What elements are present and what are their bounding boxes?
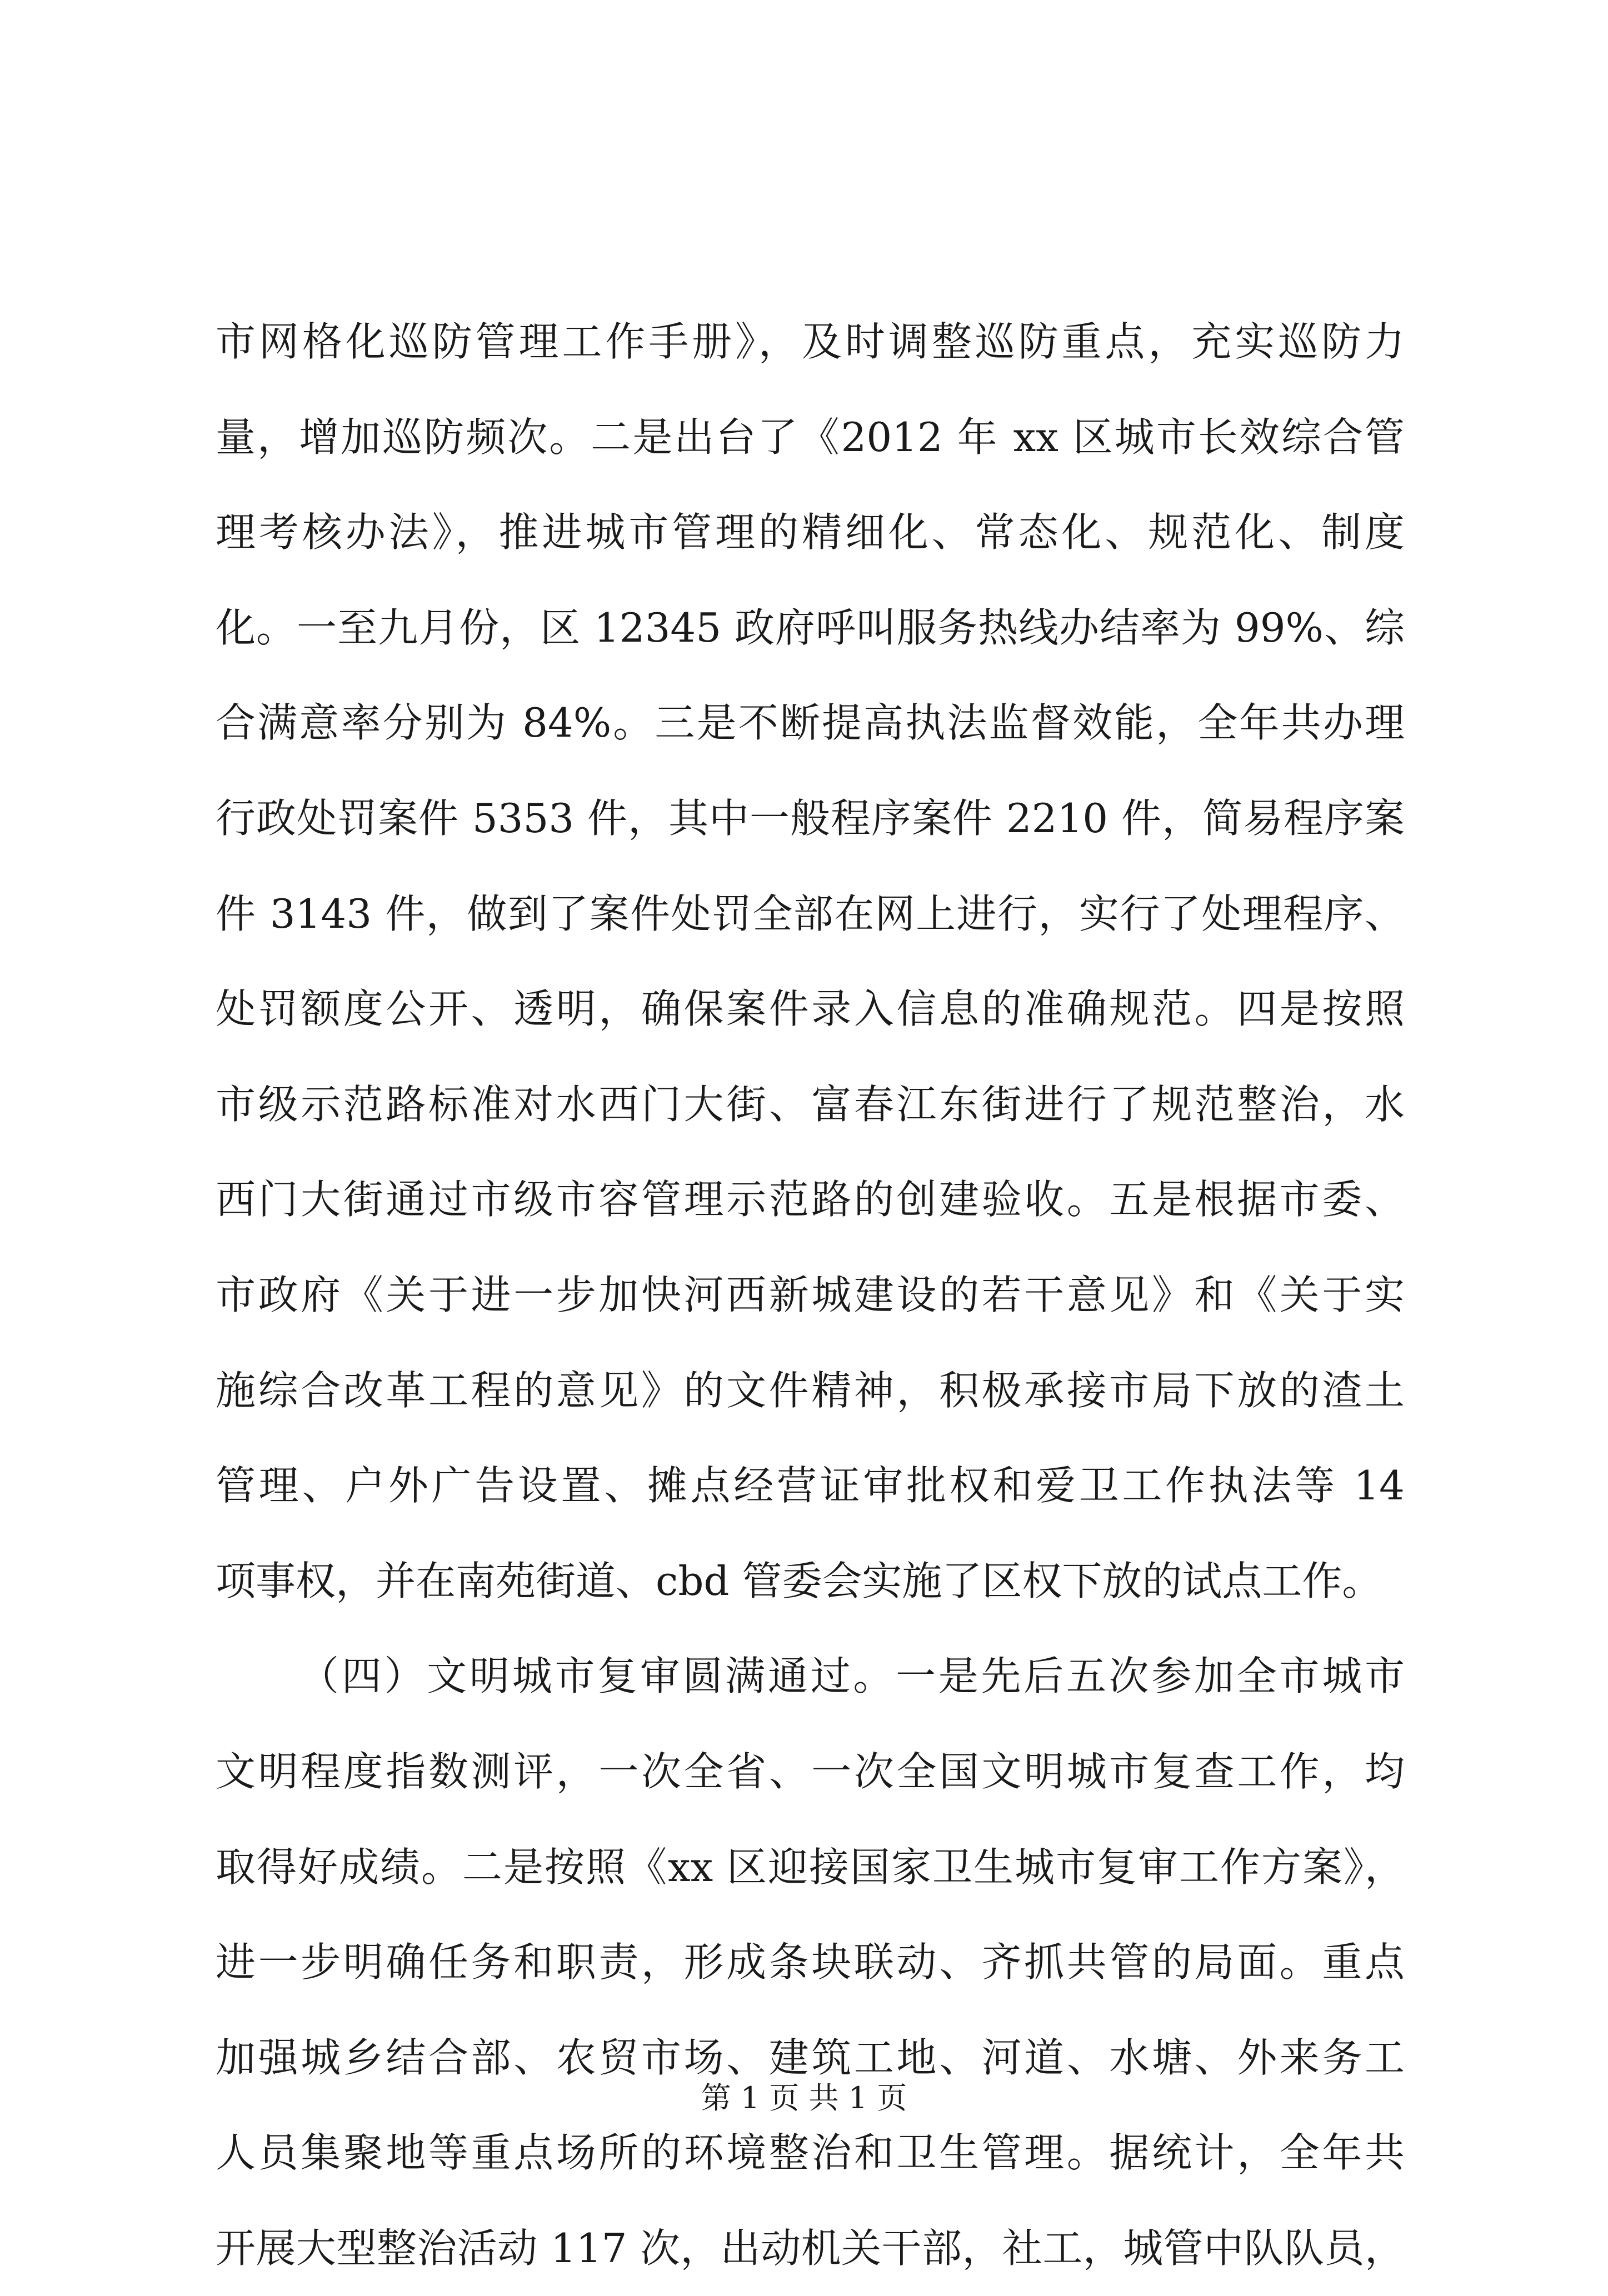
text-line: 文明程度指数测评，一次全省、一次全国文明城市复查工作，均	[216, 1748, 1405, 1795]
text-line: 化。一至九月份，区 12345 政府呼叫服务热线办结率为 99%、综	[216, 604, 1405, 651]
text-line: 行政处罚案件 5353 件，其中一般程序案件 2210 件，简易程序案	[216, 794, 1405, 842]
text-line: 市网格化巡防管理工作手册》，及时调整巡防重点，充实巡防力	[216, 318, 1405, 365]
text-line: 加强城乡结合部、农贸市场、建筑工地、河道、水塘、外来务工	[216, 2034, 1405, 2081]
text-line: 人员集聚地等重点场所的环境整治和卫生管理。据统计，全年共	[216, 2129, 1405, 2177]
text-line: 量，增加巡防频次。二是出台了《2012 年 xx 区城市长效综合管	[216, 413, 1405, 461]
text-line: 项事权，并在南苑街道、cbd 管委会实施了区权下放的试点工作。	[216, 1557, 1382, 1604]
text-line: 取得好成绩。二是按照《xx 区迎接国家卫生城市复审工作方案》，	[216, 1843, 1405, 1890]
text-line: 施综合改革工程的意见》的文件精神，积极承接市局下放的渣土	[216, 1367, 1405, 1414]
text-line: 开展大型整治活动 117 次，出动机关干部，社工，城管中队队员，	[216, 2224, 1405, 2272]
text-line: 合满意率分别为 84%。三是不断提高执法监督效能，全年共办理	[216, 699, 1405, 747]
section-heading-line: （四）文明城市复审圆满通过。一是先后五次参加全市城市	[299, 1653, 1405, 1700]
text-line: 件 3143 件，做到了案件处罚全部在网上进行，实行了处理程序、	[216, 890, 1405, 937]
text-line: 市级示范路标准对水西门大街、富春江东街进行了规范整治，水	[216, 1081, 1405, 1128]
text-line: 管理、户外广告设置、摊点经营证审批权和爱卫工作执法等 14	[216, 1462, 1405, 1509]
body-text	[216, 294, 1405, 2296]
text-line: 西门大街通过市级市容管理示范路的创建验收。五是根据市委、	[216, 1176, 1405, 1223]
text-line: 理考核办法》，推进城市管理的精细化、常态化、规范化、制度	[216, 509, 1405, 556]
text-line: 处罚额度公开、透明，确保案件录入信息的准确规范。四是按照	[216, 986, 1405, 1033]
text-line: 市政府《关于进一步加快河西新城建设的若干意见》和《关于实	[216, 1271, 1405, 1318]
page-footer: 第 1 页 共 1 页	[701, 2080, 907, 2115]
text-line: 进一步明确任务和职责，形成条块联动、齐抓共管的局面。重点	[216, 1939, 1405, 1986]
